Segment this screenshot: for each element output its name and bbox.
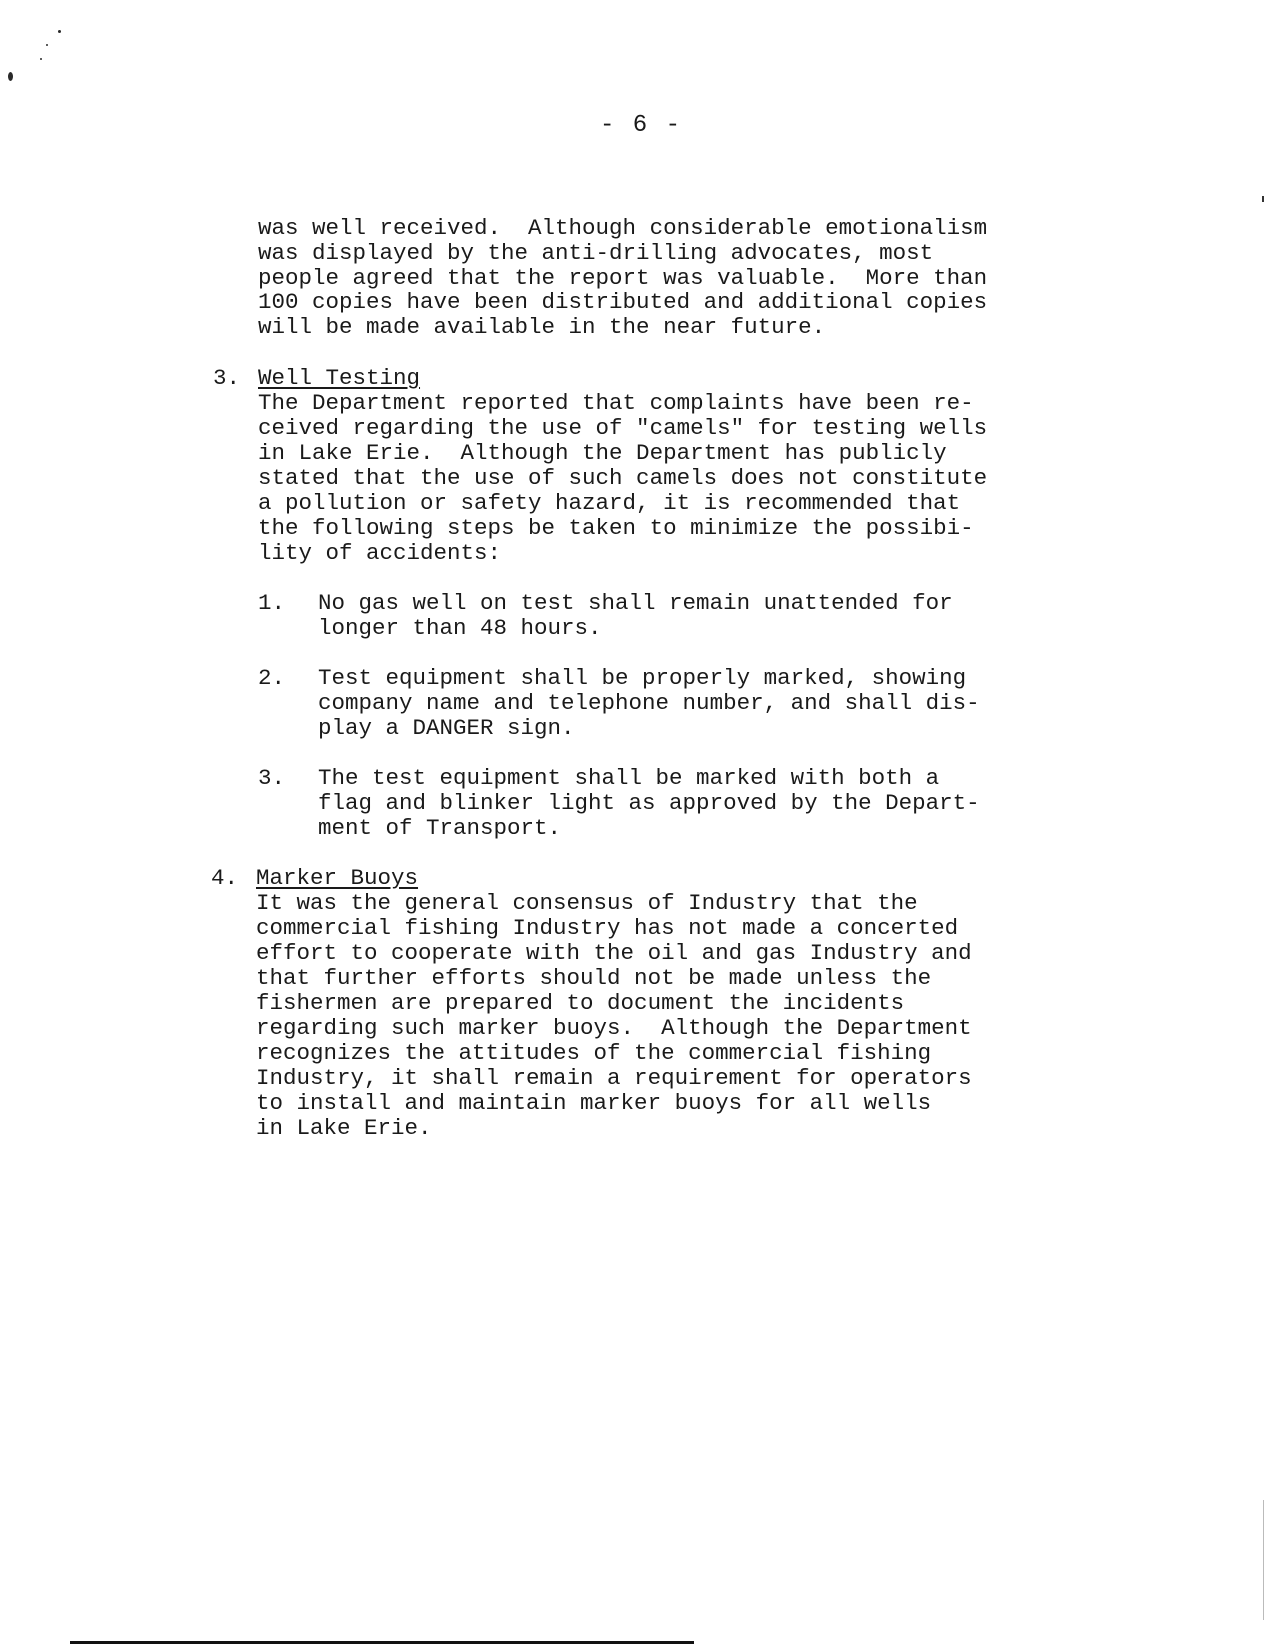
text-line: in Lake Erie. Although the Department has publicly	[258, 440, 947, 466]
text-line: that further efforts should not be made unless the	[256, 965, 932, 991]
text-line: company name and telephone number, and shall dis-	[318, 690, 980, 716]
text-line: stated that the use of such camels does not constitute	[258, 465, 988, 491]
text-line: 100 copies have been distributed and additional copies	[258, 289, 988, 315]
text-line: Test equipment shall be properly marked, showing	[318, 665, 967, 691]
text-line: Industry, it shall remain a requirement for operators	[256, 1065, 972, 1091]
text-line: regarding such marker buoys. Although the Department	[256, 1015, 972, 1041]
list-item-number: 2.	[258, 665, 286, 691]
scan-edge-mark	[1262, 196, 1264, 202]
bottom-rule	[70, 1641, 694, 1644]
list-item-number: 1.	[258, 590, 286, 616]
text-line: recognizes the attitudes of the commercial fishing	[256, 1040, 932, 1066]
text-line: No gas well on test shall remain unattended for	[318, 590, 953, 616]
text-line: longer than 48 hours.	[318, 615, 602, 641]
text-line: a pollution or safety hazard, it is recommended that	[258, 490, 961, 516]
page-number: - 6 -	[600, 112, 683, 139]
text-line: will be made available in the near future.	[258, 314, 826, 340]
text-line: in Lake Erie.	[256, 1115, 432, 1141]
text-line: ment of Transport.	[318, 815, 562, 841]
text-line: It was the general consensus of Industry that the	[256, 890, 918, 916]
text-line: people agreed that the report was valuable. More than	[258, 265, 988, 291]
text-line: commercial fishing Industry has not made a concerted	[256, 915, 959, 941]
text-line: to install and maintain marker buoys for all wells	[256, 1090, 932, 1116]
text-line: flag and blinker light as approved by the Depart-	[318, 790, 980, 816]
text-line: was displayed by the anti-drilling advocates, most	[258, 240, 934, 266]
text-line: fishermen are prepared to document the incidents	[256, 990, 905, 1016]
section-number: 3.	[213, 365, 241, 391]
scan-speck	[46, 44, 48, 46]
scan-speck	[58, 30, 61, 33]
scan-edge-mark	[1263, 1500, 1264, 1620]
text-line: the following steps be taken to minimize the possibi-	[258, 515, 974, 541]
text-line: lity of accidents:	[258, 540, 502, 566]
text-line: The Department reported that complaints have been re-	[258, 390, 974, 416]
scan-speck	[40, 58, 42, 60]
text-line: was well received. Although considerable emotionalism	[258, 215, 988, 241]
scan-speck	[8, 72, 13, 81]
text-line: effort to cooperate with the oil and gas Industry and	[256, 940, 972, 966]
section-heading: Well Testing	[258, 365, 421, 391]
text-line: The test equipment shall be marked with both a	[318, 765, 940, 791]
text-line: play a DANGER sign.	[318, 715, 575, 741]
list-item-number: 3.	[258, 765, 286, 791]
section-heading: Marker Buoys	[256, 865, 419, 891]
text-line: ceived regarding the use of "camels" for testing wells	[258, 415, 988, 441]
section-number: 4.	[211, 865, 239, 891]
